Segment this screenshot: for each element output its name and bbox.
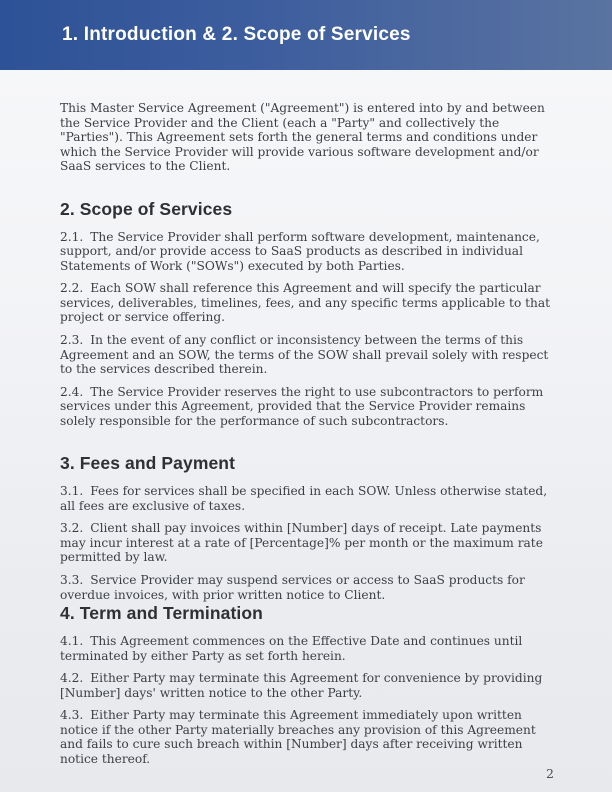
clause-text: Fees for services shall be specified in each SOW. Unless otherwise stated, all fees are exclusive of taxes. (60, 484, 548, 513)
page-number: 2 (546, 766, 554, 781)
clause-4-2 (60, 671, 554, 700)
page-header-banner (0, 0, 612, 70)
document-body (0, 70, 612, 767)
clause-number: 2.2. (60, 281, 84, 296)
clause-number: 2.3. (60, 333, 84, 348)
clause-text: This Agreement commences on the Effective Date and continues until terminated by either Party as set forth herein. (60, 634, 523, 663)
clause-number: 4.2. (60, 671, 84, 686)
clause-number: 3.1. (60, 484, 84, 499)
clause-text: Service Provider may suspend services or access to SaaS products for overdue invoices, with prior written notice to Client. (60, 573, 525, 602)
clause-text: Either Party may terminate this Agreement for convenience by providing [Number] days' written notice to the other Party. (60, 671, 543, 700)
clause-3-1 (60, 484, 554, 513)
clause-2-4 (60, 385, 554, 429)
clause-2-2 (60, 281, 554, 325)
clause-4-1 (60, 634, 554, 663)
section-term-and-termination (60, 603, 554, 766)
clause-text: The Service Provider shall perform software development, maintenance, support, and/or provide access to SaaS products as described in individual Statements of Work ("SOWs") executed by both Parties. (60, 229, 540, 273)
section-heading-fees-and-payment: 3. Fees and Payment (60, 453, 236, 474)
clause-3-2 (60, 521, 554, 565)
section-heading-scope-of-services: 2. Scope of Services (60, 198, 233, 219)
clause-text: Client shall pay invoices within [Number] days of receipt. Late payments may incur interest at a rate of [Percentage]% per month or the maximum rate permitted by law. (60, 521, 543, 565)
section-heading-term-and-termination: 4. Term and Termination (60, 603, 263, 624)
clause-number: 2.4. (60, 384, 84, 399)
clause-number: 3.2. (60, 521, 84, 536)
section-scope-of-services (60, 199, 554, 429)
clause-text: The Service Provider reserves the right to use subcontractors to perform services under this Agreement, provided that the Service Provider remains solely responsible for the performance of such subcontractors. (60, 384, 544, 428)
clause-2-3 (60, 333, 554, 377)
intro-paragraph: This Master Service Agreement ("Agreement") is entered into by and between the Service Provider and the Client (each a "Party" and collectively the "Parties"). This Agreement sets forth the general terms and conditions under which the Service Provider will provide various software development and/or SaaS services to the Client. (60, 101, 545, 174)
page-footer (546, 763, 554, 782)
page-title: 1. Introduction & 2. Scope of Services (62, 24, 411, 45)
clause-number: 3.3. (60, 573, 84, 588)
clause-4-3 (60, 708, 554, 766)
clause-number: 2.1. (60, 229, 84, 244)
section-fees-and-payment (60, 453, 554, 602)
clause-number: 4.3. (60, 708, 84, 723)
clause-3-3 (60, 573, 554, 602)
clause-text: In the event of any conflict or inconsistency between the terms of this Agreement and an SOW, the terms of the SOW shall prevail solely with respect to the services described therein. (60, 333, 549, 377)
clause-number: 4.1. (60, 634, 84, 649)
clause-text: Either Party may terminate this Agreement immediately upon written notice if the other Party materially breaches any provision of this Agreement and fails to cure such breach within [Number] days after receiving written notice thereof. (60, 708, 536, 766)
clause-2-1 (60, 230, 554, 274)
clause-text: Each SOW shall reference this Agreement and will specify the particular services, deliverables, timelines, fees, and any specific terms applicable to that project or service offering. (60, 281, 551, 325)
